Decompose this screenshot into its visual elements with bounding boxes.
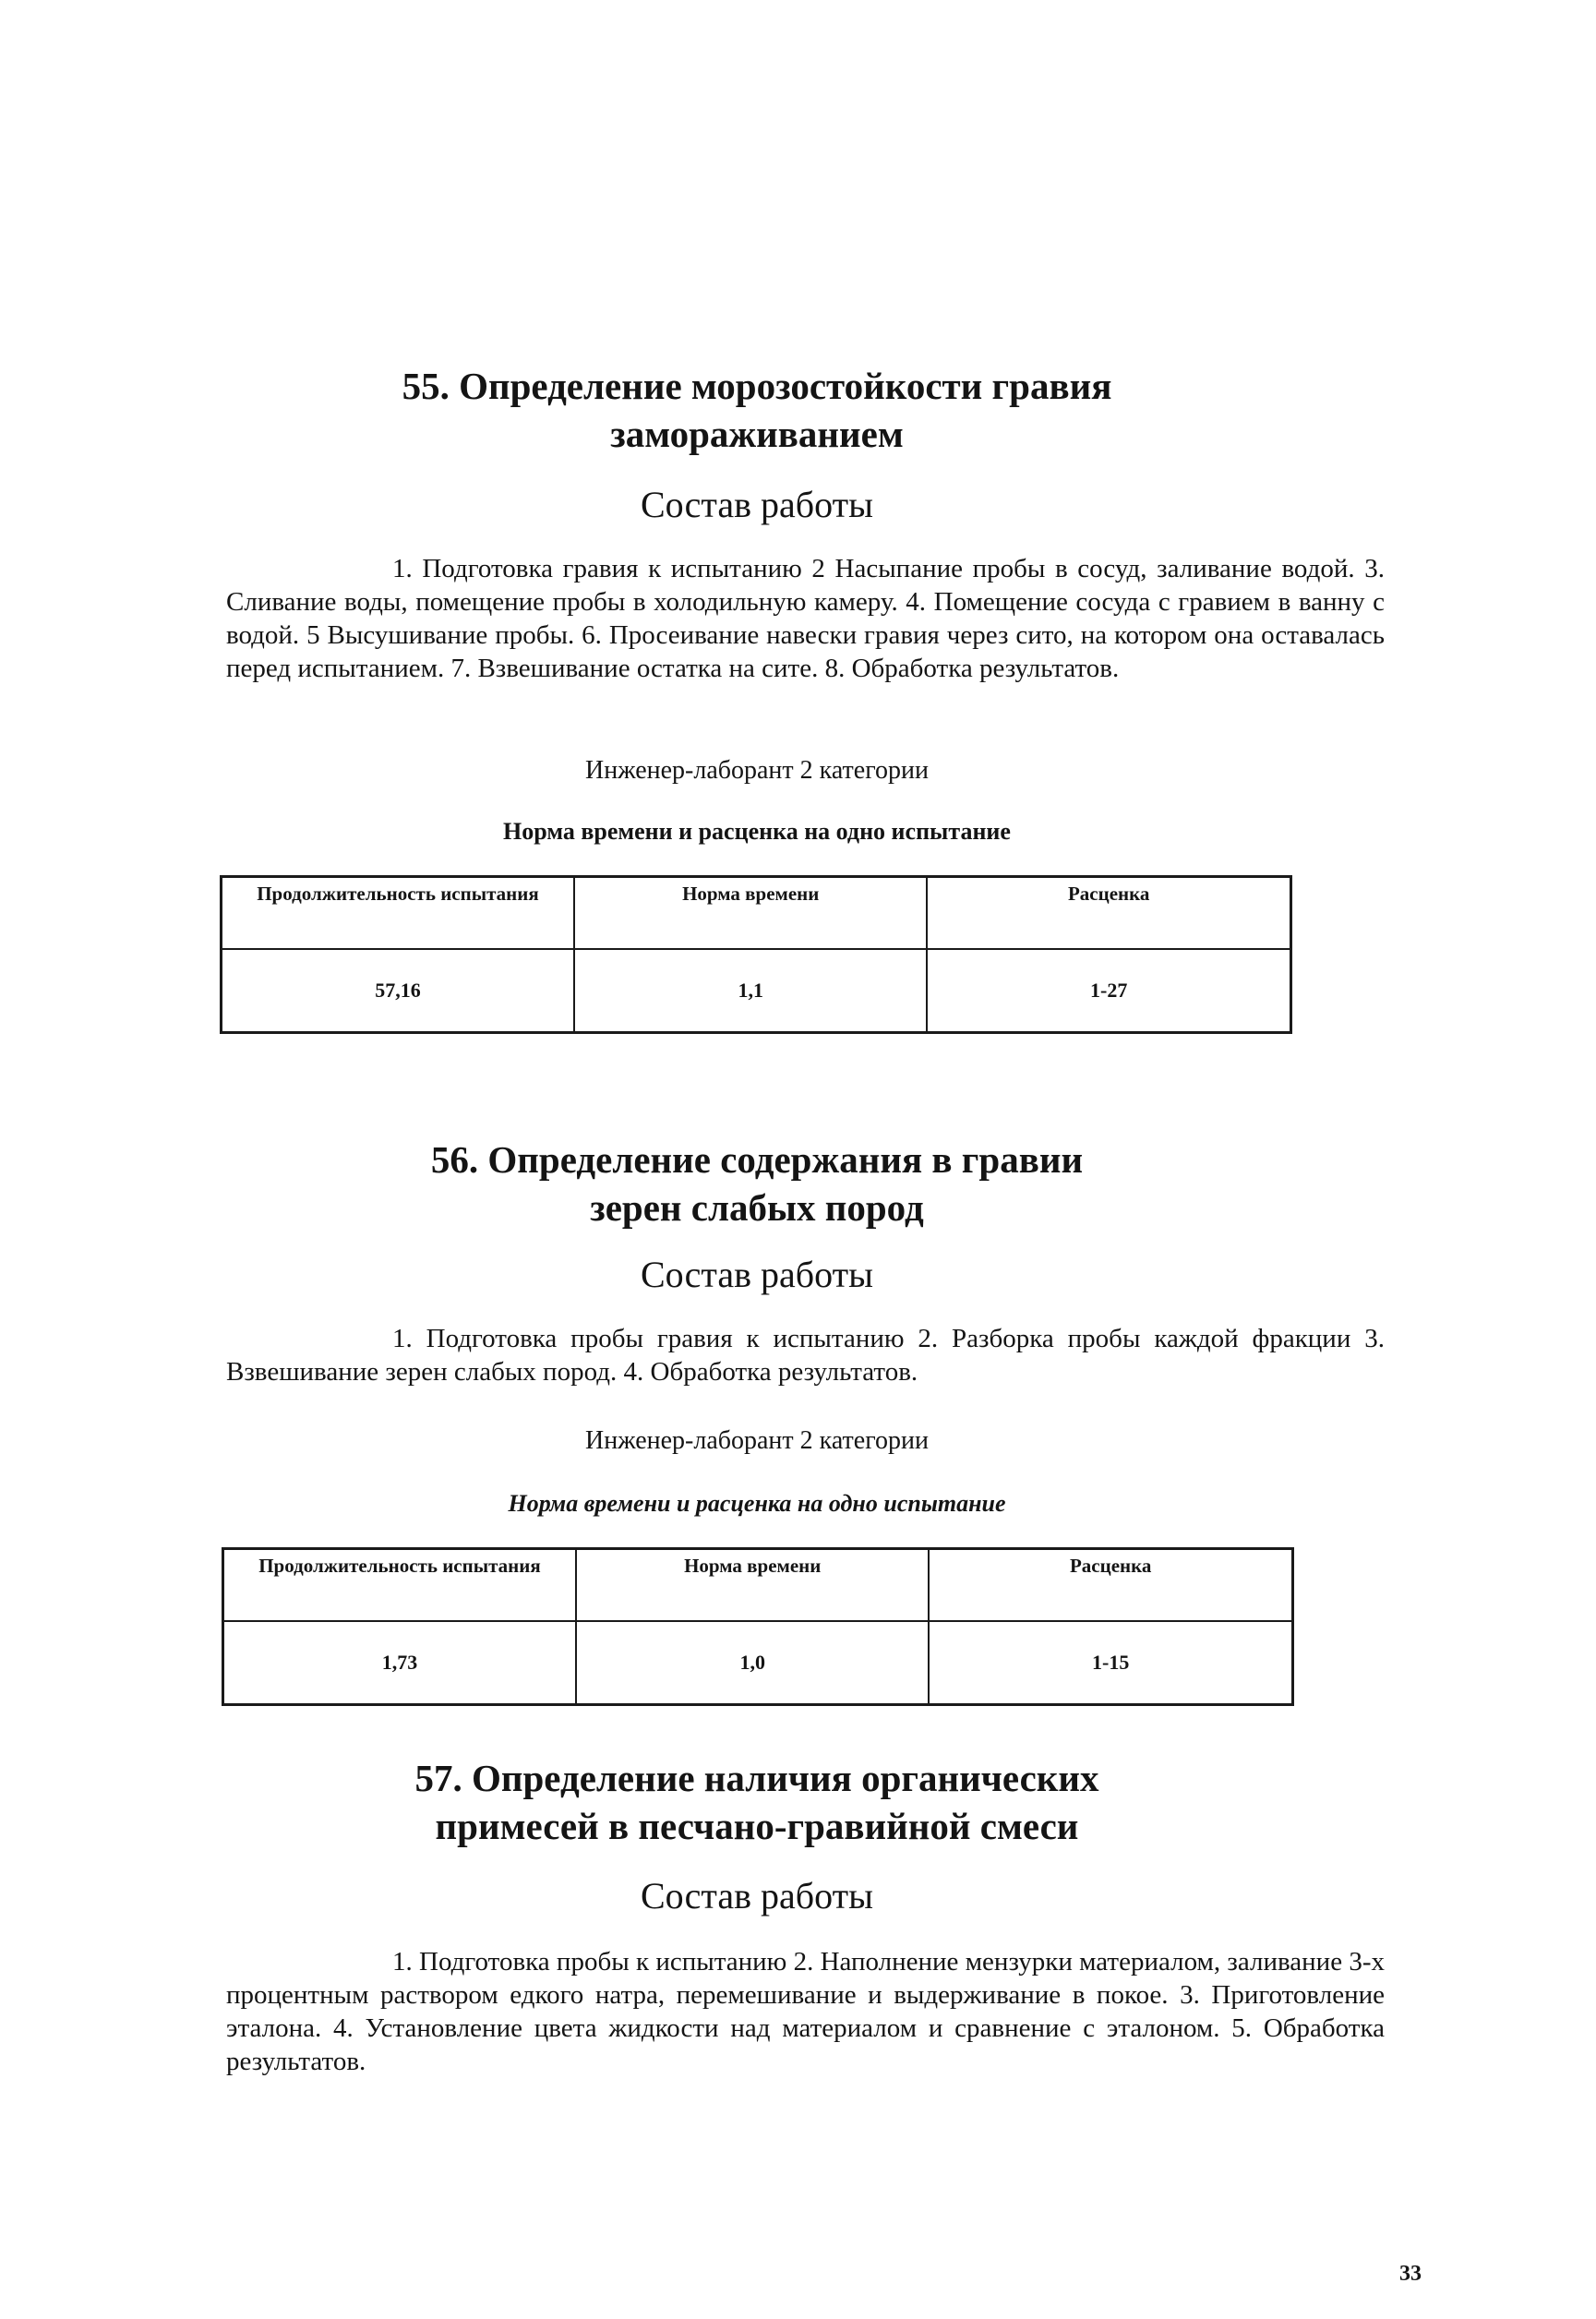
col-duration-header: Продолжительность испытания bbox=[222, 877, 574, 950]
table-row bbox=[222, 949, 1291, 1033]
time-norm-value: 1,0 bbox=[576, 1621, 929, 1705]
section-55-title-line-1: 55. Определение морозостойкости гравия bbox=[402, 365, 1112, 407]
col-time-norm-header: Норма времени bbox=[576, 1549, 929, 1622]
section-55-role: Инженер-лаборант 2 категории bbox=[585, 756, 929, 785]
col-rate-header: Расценка bbox=[927, 877, 1290, 950]
section-57-subtitle: Состав работы bbox=[641, 1875, 873, 1916]
table-header-row bbox=[222, 877, 1291, 950]
section-55-title-line-2: замораживанием bbox=[610, 413, 904, 455]
section-56-title-line-1: 56. Определение содержания в гравии bbox=[430, 1138, 1084, 1181]
section-55-title bbox=[0, 362, 1514, 458]
section-55-paragraph: 1. Подготовка гравия к испытанию 2 Насыпание пробы в сосуд, заливание водой. 3. Сливание воды, помещение пробы в холодильную камеру. 4. Помещение сосуда с гравием в ванну с водой. 5 Высушивание пробы. 6. Просеивание навески гравия через сито, на котором она оставалась перед испытанием. 7. Взвешивание остатка на сите. 8. Обработка результатов. bbox=[226, 554, 1385, 683]
duration-value: 57,16 bbox=[222, 949, 574, 1033]
section-56-title bbox=[0, 1135, 1514, 1232]
rate-value: 1-27 bbox=[927, 949, 1290, 1033]
duration-value: 1,73 bbox=[223, 1621, 576, 1705]
section-56-paragraph: 1. Подготовка пробы гравия к испытанию 2. Разборка пробы каждой фракции 3. Взвешивание зерен слабых пород. 4. Обработка результатов. bbox=[226, 1324, 1385, 1387]
section-55-norm-title: Норма времени и расценка на одно испытание bbox=[503, 818, 1011, 845]
col-time-norm-header: Норма времени bbox=[574, 877, 927, 950]
section-56-subtitle: Состав работы bbox=[641, 1254, 873, 1295]
page-number: 33 bbox=[1399, 2262, 1422, 2286]
section-57-title-line-2: примесей в песчано-гравийной смеси bbox=[435, 1805, 1079, 1847]
col-rate-header: Расценка bbox=[929, 1549, 1292, 1622]
section-56-norm-title: Норма времени и расценка на одно испытание bbox=[508, 1490, 1006, 1517]
rate-value: 1-15 bbox=[929, 1621, 1292, 1705]
time-norm-value: 1,1 bbox=[574, 949, 927, 1033]
section-56-role: Инженер-лаборант 2 категории bbox=[585, 1426, 929, 1455]
section-55-subtitle: Состав работы bbox=[641, 484, 873, 525]
section-57-title-line-1: 57. Определение наличия органических bbox=[414, 1757, 1099, 1799]
table-header-row bbox=[223, 1549, 1293, 1622]
section-57-paragraph: 1. Подготовка пробы к испытанию 2. Наполнение мензурки материалом, заливание 3-х процентным раствором едкого натра, перемешивание и выдерживание в покое. 3. Приготовление эталона. 4. Установление цвета жидкости над материалом и сравнение с эталоном. 5. Обработка результатов. bbox=[226, 1947, 1385, 2076]
section-56-rate-table bbox=[222, 1547, 1294, 1706]
table-row bbox=[223, 1621, 1293, 1705]
section-56-title-line-2: зерен слабых пород bbox=[590, 1186, 924, 1229]
section-57-title bbox=[0, 1754, 1514, 1850]
section-55-rate-table bbox=[220, 875, 1292, 1034]
col-duration-header: Продолжительность испытания bbox=[223, 1549, 576, 1622]
